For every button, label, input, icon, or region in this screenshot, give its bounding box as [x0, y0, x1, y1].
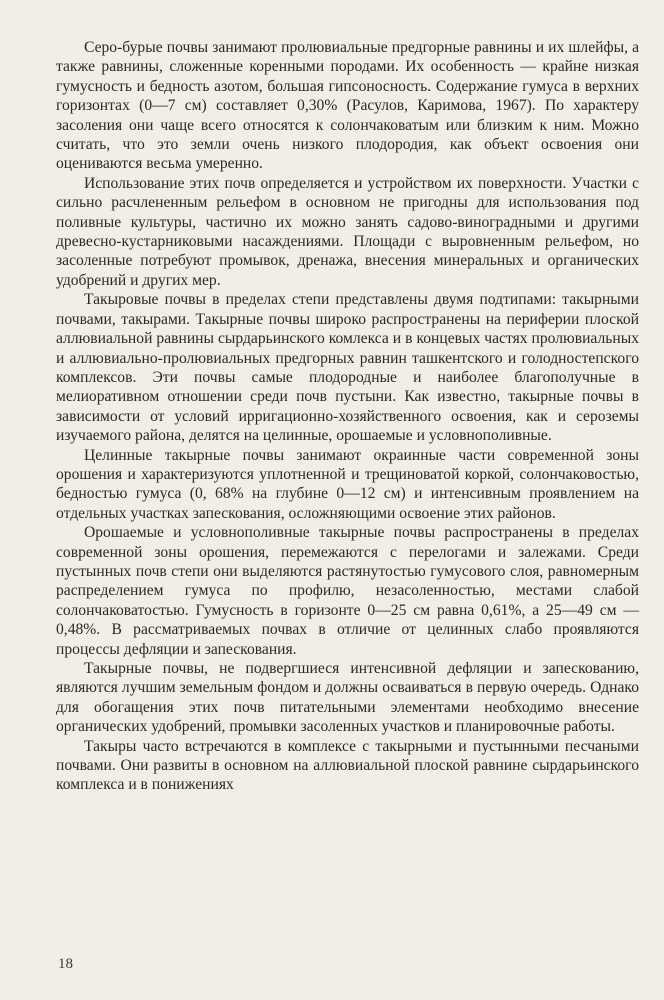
paragraph-soil-usage: Использование этих почв определяется и устройством их поверхности. Участки с сильно расчлененным рельефом в основном не пригодны для использования под поливные культуры, частично их можно занять садово-виноградными и другими древесно-кустарниковыми насаждениями. Площади с выровненным рельефом, но засоленные потребуют промывок, дренажа, внесения минеральных и органических удобрений и других мер.	[56, 174, 639, 289]
page-number: 18	[58, 956, 73, 972]
paragraph-irrigated-takyr-soils: Орошаемые и условнополивные такырные почвы распространены в пределах современной зоны орошения, перемежаются с перелогами и залежами. Среди пустынных почв степи они выделяются растянутостью гумусового слоя, равномерным распределением гумуса по профилю, незасоленностью, местами слабой солончаковатостью. Гумусность в горизонте 0—25 см равна 0,61%, а 25—49 см — 0,48%. В рассматриваемых почвах в отличие от целинных слабо проявляются процессы дефляции и запескования.	[56, 524, 639, 658]
paragraph-virgin-takyr-soils: Целинные такырные почвы занимают окраинные части современной зоны орошения и характеризуются уплотненной и трещиноватой коркой, солончаковостью, бедностью гумуса (0, 68% на глубине 0—12 см) и интенсивным проявлением на отдельных участках запескования, осложняющими освоение этих районов.	[56, 446, 639, 522]
paragraph-gray-brown-soils: Серо-бурые почвы занимают пролювиальные предгорные равнины и их шлейфы, а также равнины, сложенные коренными породами. Их особенность — крайне низкая гумусность и бедность азотом, большая гипсоносность. Содержание гумуса в верхних горизонтах (0—7 см) составляет 0,30% (Расулов, Каримова, 1967). По характеру засоления они чаще всего относятся к солончаковатым или близким к ним. Можно считать, что это земли очень низкого плодородия, как объект освоения они оцениваются весьма умеренно.	[56, 39, 639, 173]
paragraph-land-fund: Такырные почвы, не подвергшиеся интенсивной дефляции и запескованию, являются лучшим земельным фондом и должны осваиваться в первую очередь. Однако для обогащения этих почв питательными элементами необходимо внесение органических удобрений, промывки засоленных участков и планировочные работы.	[56, 660, 639, 736]
paragraph-takyrs: Такыры часто встречаются в комплексе с такырными и пустынными песчаными почвами. Они развиты в основном на аллювиальной плоской равнине сырдарьинского комплекса и в понижениях	[56, 737, 639, 794]
paragraph-takyr-soils: Такыровые почвы в пределах степи представлены двумя подтипами: такырными почвами, такырами. Такырные почвы широко распространены на периферии плоской аллювиальной равнины сырдарьинского комлекса и в концевых частях пролювиальных и аллювиально-пролювиальных предгорных равнин ташкентского и голодностепского комплексов. Эти почвы самые плодородные и наиболее благополучные в мелиоративном отношении среди почв пустыни. Как известно, такырные почвы в зависимости от условий ирригационно-хозяйственного освоения, как и сероземы изучаемого района, делятся на целинные, орошаемые и условнополивные.	[56, 291, 639, 445]
body-text	[56, 38, 639, 795]
